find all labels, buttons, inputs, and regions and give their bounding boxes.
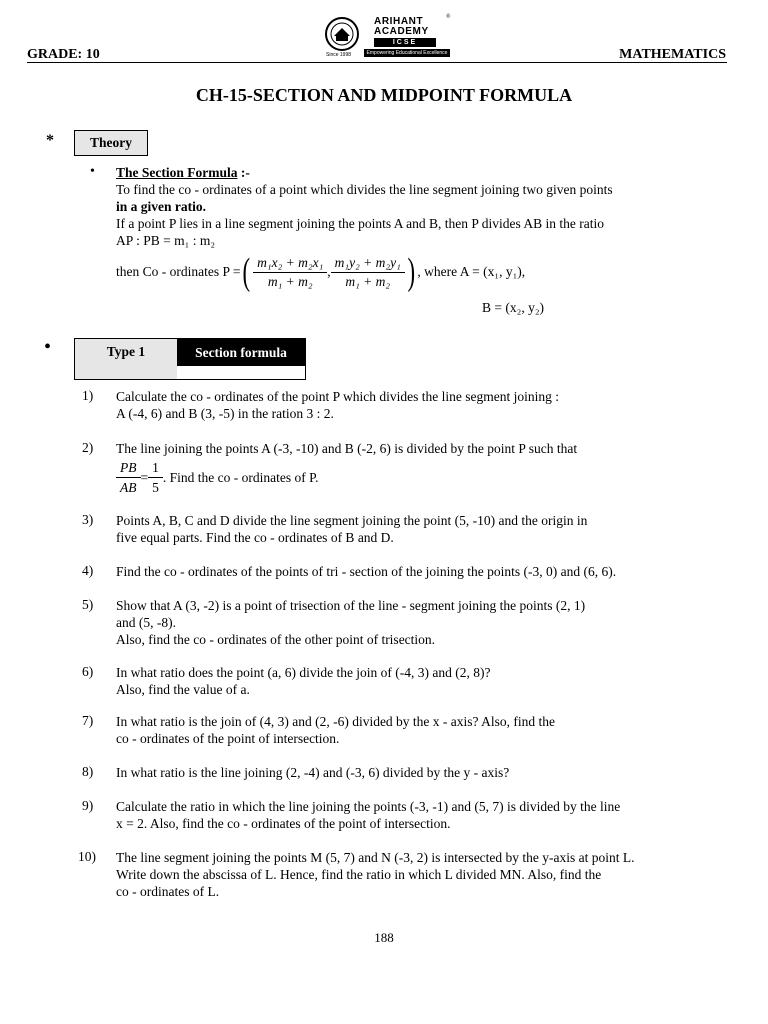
x-fraction xyxy=(253,255,327,290)
question-number: 3) xyxy=(82,512,94,527)
bullet-icon: • xyxy=(90,164,95,179)
logo-name-line2: ACADEMY xyxy=(374,26,429,37)
question-text xyxy=(116,849,635,900)
theory-line-1: To find the co - ordinates of a point which divides the line segment joining two given points xyxy=(116,182,613,197)
theory-line-2: in a given ratio. xyxy=(116,199,206,214)
heading-suffix: :- xyxy=(237,165,250,180)
formula-prefix: then Co - ordinates P = xyxy=(116,264,241,279)
section-formula-expression xyxy=(116,252,525,292)
y-numerator: m₁y₂ + m₂y₁ xyxy=(331,255,405,273)
question-line: and (5, -8). xyxy=(116,615,176,630)
chapter-title: CH-15-SECTION AND MIDPOINT FORMULA xyxy=(195,85,573,105)
question-number: 5) xyxy=(82,597,94,612)
theory-line-4: AP : PB = m₁ : m₂ xyxy=(116,233,216,248)
question-number: 1) xyxy=(82,388,94,403)
question-line: Calculate the co - ordinates of the point P which divides the line segment joining : xyxy=(116,389,560,404)
formula-comma: , xyxy=(327,264,331,279)
question-line: In what ratio is the line joining (2, -4) and (-3, 6) divided by the y - axis? xyxy=(116,765,510,780)
star-marker: * xyxy=(46,132,54,149)
logo-board: ICSE xyxy=(374,38,436,47)
question-ratio xyxy=(116,459,577,496)
logo-motto: Since 1998 xyxy=(326,52,352,58)
question-number: 7) xyxy=(82,713,94,728)
logo-name-line1: ARIHANT xyxy=(374,16,424,27)
theory-label-box: Theory xyxy=(74,130,148,156)
question-number: 10) xyxy=(78,849,96,864)
x-denominator: m₁ + m₂ xyxy=(267,273,313,289)
question-number: 6) xyxy=(82,664,94,679)
registered-mark: ® xyxy=(446,14,451,20)
question-line: In what ratio is the join of (4, 3) and (2, -6) divided by the x - axis? Also, find the xyxy=(116,714,556,729)
y-fraction xyxy=(331,255,405,290)
question-line: A (-4, 6) and B (3, -5) in the ration 3 : 2. xyxy=(116,406,334,421)
question-line: five equal parts. Find the co - ordinates of B and D. xyxy=(116,530,394,545)
question-line: Show that A (3, -2) is a point of trisection of the line - segment joining the points (2, 1) xyxy=(116,598,586,613)
question-line: Also, find the co - ordinates of the other point of trisection. xyxy=(116,632,436,647)
logo-tagline: Empowering Educational Excellence xyxy=(364,49,450,57)
grade-label: GRADE: 10 xyxy=(27,47,100,62)
fraction-denominator: 5 xyxy=(152,480,159,495)
y-denominator: m₁ + m₂ xyxy=(345,273,391,289)
question-text xyxy=(116,388,559,422)
right-paren: ) xyxy=(407,251,415,293)
question-number: 9) xyxy=(82,798,94,813)
pb-ab-fraction xyxy=(116,459,141,496)
emblem-icon xyxy=(324,16,360,52)
question-number: 8) xyxy=(82,764,94,779)
question-text xyxy=(116,597,585,648)
type-label-box xyxy=(74,338,306,380)
question-text xyxy=(116,512,587,546)
question-line: Find the co - ordinates of the points of tri - section of the joining the points (-3, 0) and (6, 6). xyxy=(116,564,617,579)
question-line: The line joining the points A (-3, -10) and B (-2, 6) is divided by the point P such that xyxy=(116,441,578,456)
question-line: Write down the abscissa of L. Hence, find the ratio in which L divided MN. Also, find the xyxy=(116,867,602,882)
one-fifth-fraction xyxy=(148,459,163,496)
question-line: In what ratio does the point (a, 6) divide the join of (-4, 3) and (2, 8)? xyxy=(116,665,491,680)
question-line: Calculate the ratio in which the line joining the points (-3, -1) and (5, 7) is divided by the line xyxy=(116,799,621,814)
where-b: B = (x₂, y₂) xyxy=(482,300,545,315)
x-numerator: m₁x₂ + m₂x₁ xyxy=(253,255,327,273)
fraction-numerator: PB xyxy=(116,459,141,478)
equals-sign: = xyxy=(140,470,149,485)
question-text xyxy=(116,713,555,747)
heading-text: The Section Formula xyxy=(116,165,238,180)
subject-label: MATHEMATICS xyxy=(619,47,726,62)
question-number: 4) xyxy=(82,563,94,578)
section-formula-heading xyxy=(116,165,250,181)
question-line: co - ordinates of L. xyxy=(116,884,220,899)
question-text xyxy=(116,664,491,698)
question-number: 2) xyxy=(82,440,94,455)
question-line: The line segment joining the points M (5, 7) and N (-3, 2) is intersected by the y-axis at point L. xyxy=(116,850,635,865)
page-number: 188 xyxy=(374,930,394,945)
theory-line-3: If a point P lies in a line segment joining the points A and B, then P divides AB in the ratio xyxy=(116,216,604,231)
question-text xyxy=(116,563,616,580)
question-text xyxy=(116,798,620,832)
question-line: Points A, B, C and D divide the line segment joining the point (5, -10) and the origin in xyxy=(116,513,588,528)
fraction-denominator: AB xyxy=(120,480,137,495)
type-title: Section formula xyxy=(177,339,305,366)
question-line: Also, find the value of a. xyxy=(116,682,250,697)
academy-logo xyxy=(320,14,450,60)
header-divider xyxy=(27,62,727,63)
question-text xyxy=(116,440,577,496)
where-a: , where A = (x₁, y₁), xyxy=(417,264,526,279)
fraction-numerator: 1 xyxy=(148,459,163,478)
type-bullet-icon: • xyxy=(44,336,52,358)
question-text xyxy=(116,764,509,781)
question-tail: . Find the co - ordinates of P. xyxy=(162,470,319,485)
question-line: x = 2. Also, find the co - ordinates of the point of intersection. xyxy=(116,816,451,831)
left-paren: ( xyxy=(243,251,251,293)
type-number: Type 1 xyxy=(75,339,177,379)
question-line: co - ordinates of the point of intersection. xyxy=(116,731,340,746)
